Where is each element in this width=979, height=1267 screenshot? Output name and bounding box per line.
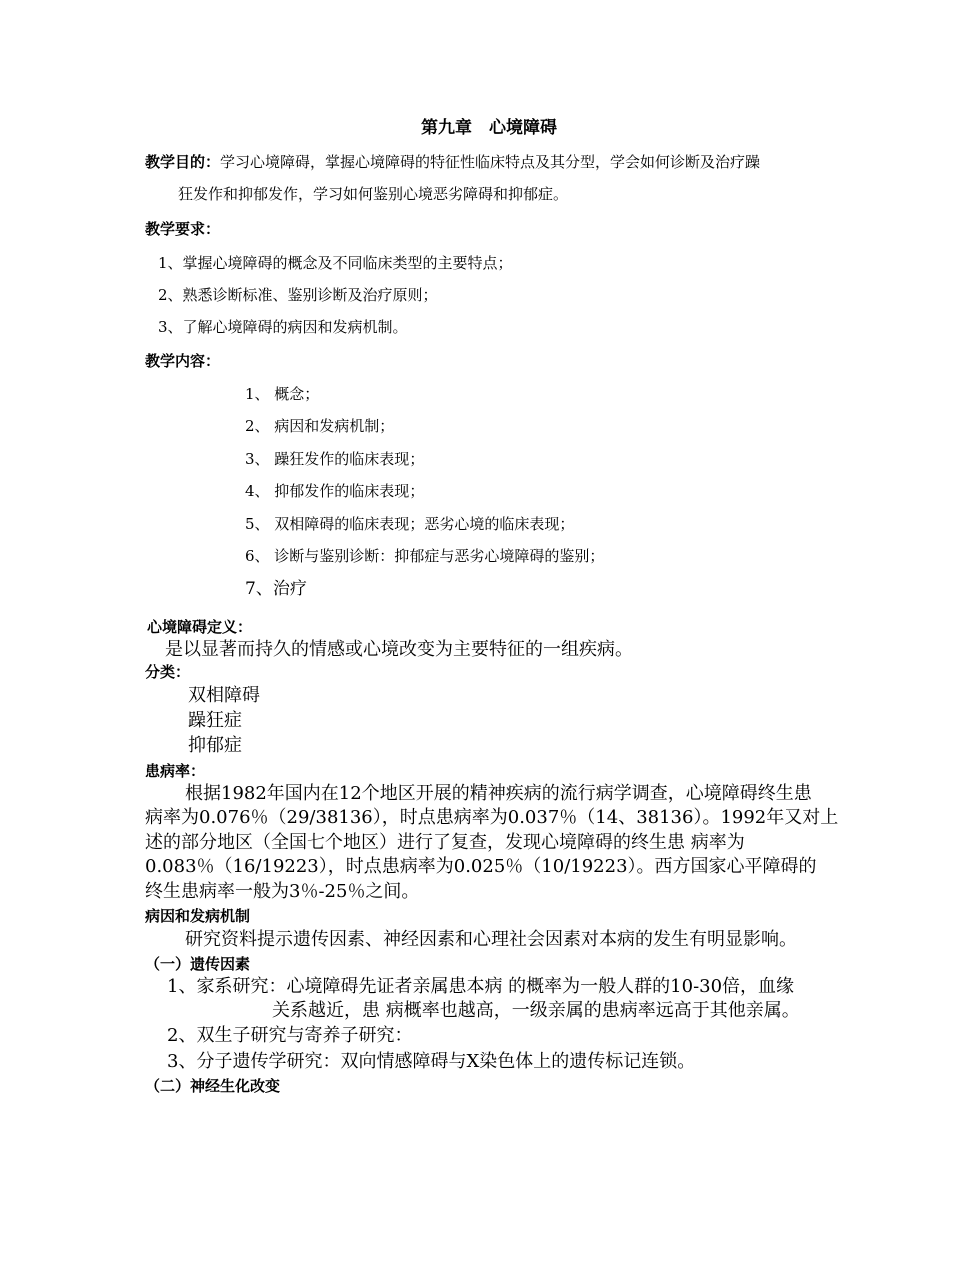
requirement-item: 3、了解心境障碍的病因和发病机制。	[158, 318, 408, 336]
content-item: 3、 躁狂发作的临床表现；	[245, 450, 425, 468]
classification-item: 抑郁症	[188, 735, 242, 756]
requirement-item: 1、掌握心境障碍的概念及不同临床类型的主要特点；	[158, 254, 513, 272]
prevalence-line: 终生患病率一般为3％-25％之间。	[145, 881, 420, 902]
genetics-item: 3、分子遗传学研究：双向情感障碍与X染色体上的遗传标记连锁。	[167, 1051, 696, 1072]
chapter-title: 第九章 心境障碍	[421, 118, 557, 138]
prevalence-line: 病率为0.076％（29/38136），时点患病率为0.037％（14、38136）。1992年又对上	[145, 807, 839, 828]
etiology-intro: 研究资料提示遗传因素、神经因素和心理社会因素对本病的发生有明显影响。	[185, 929, 797, 950]
genetics-heading: （一）遗传因素	[145, 955, 251, 973]
genetics-item: 2、双生子研究与寄养子研究：	[167, 1025, 413, 1046]
prevalence-line: 述的部分地区（全国七个地区）进行了复查，发现心境障碍的终生患 病率为	[145, 832, 745, 853]
neurochem-heading: （二）神经生化改变	[145, 1077, 281, 1095]
objectives-heading: 教学目的：	[145, 153, 221, 171]
classification-item: 躁狂症	[188, 710, 242, 731]
classification-item: 双相障碍	[188, 685, 260, 706]
objectives-line-1	[145, 153, 760, 171]
content-item: 7、治疗	[245, 579, 307, 599]
classification-heading: 分类：	[145, 663, 191, 681]
content-item: 4、 抑郁发作的临床表现；	[245, 482, 425, 500]
definition-text: 是以显著而持久的情感或心境改变为主要特征的一组疾病。	[165, 639, 633, 660]
genetics-item: 关系越近，患 病概率也越高，一级亲属的患病率远高于其他亲属。	[272, 1000, 800, 1021]
content-heading: 教学内容：	[145, 352, 221, 370]
prevalence-line: 0.083％（16/19223），时点患病率为0.025％（10/19223）。西方国家心平障碍的	[145, 856, 817, 877]
content-item: 6、 诊断与鉴别诊断：抑郁症与恶劣心境障碍的鉴别；	[245, 547, 605, 565]
prevalence-heading: 患病率：	[145, 762, 206, 780]
objectives-line-2: 狂发作和抑郁发作，学习如何鉴别心境恶劣障碍和抑郁症。	[178, 185, 569, 203]
definition-heading: 心境障碍定义：	[147, 618, 253, 636]
objectives-text-1: 学习心境障碍，掌握心境障碍的特征性临床特点及其分型，学会如何诊断及治疗躁	[220, 153, 761, 171]
requirements-heading: 教学要求：	[145, 220, 221, 238]
content-item: 1、 概念；	[245, 385, 320, 403]
prevalence-line: 根据1982年国内在12个地区开展的精神疾病的流行病学调查，心境障碍终生患	[185, 783, 812, 804]
genetics-item: 1、家系研究：心境障碍先证者亲属患本病 的概率为一般人群的10-30倍，血缘	[167, 976, 795, 997]
content-item: 5、 双相障碍的临床表现；恶劣心境的临床表现；	[245, 515, 575, 533]
content-item: 2、 病因和发病机制；	[245, 417, 395, 435]
etiology-heading: 病因和发病机制	[145, 907, 251, 925]
requirement-item: 2、熟悉诊断标准、鉴别诊断及治疗原则；	[158, 286, 438, 304]
